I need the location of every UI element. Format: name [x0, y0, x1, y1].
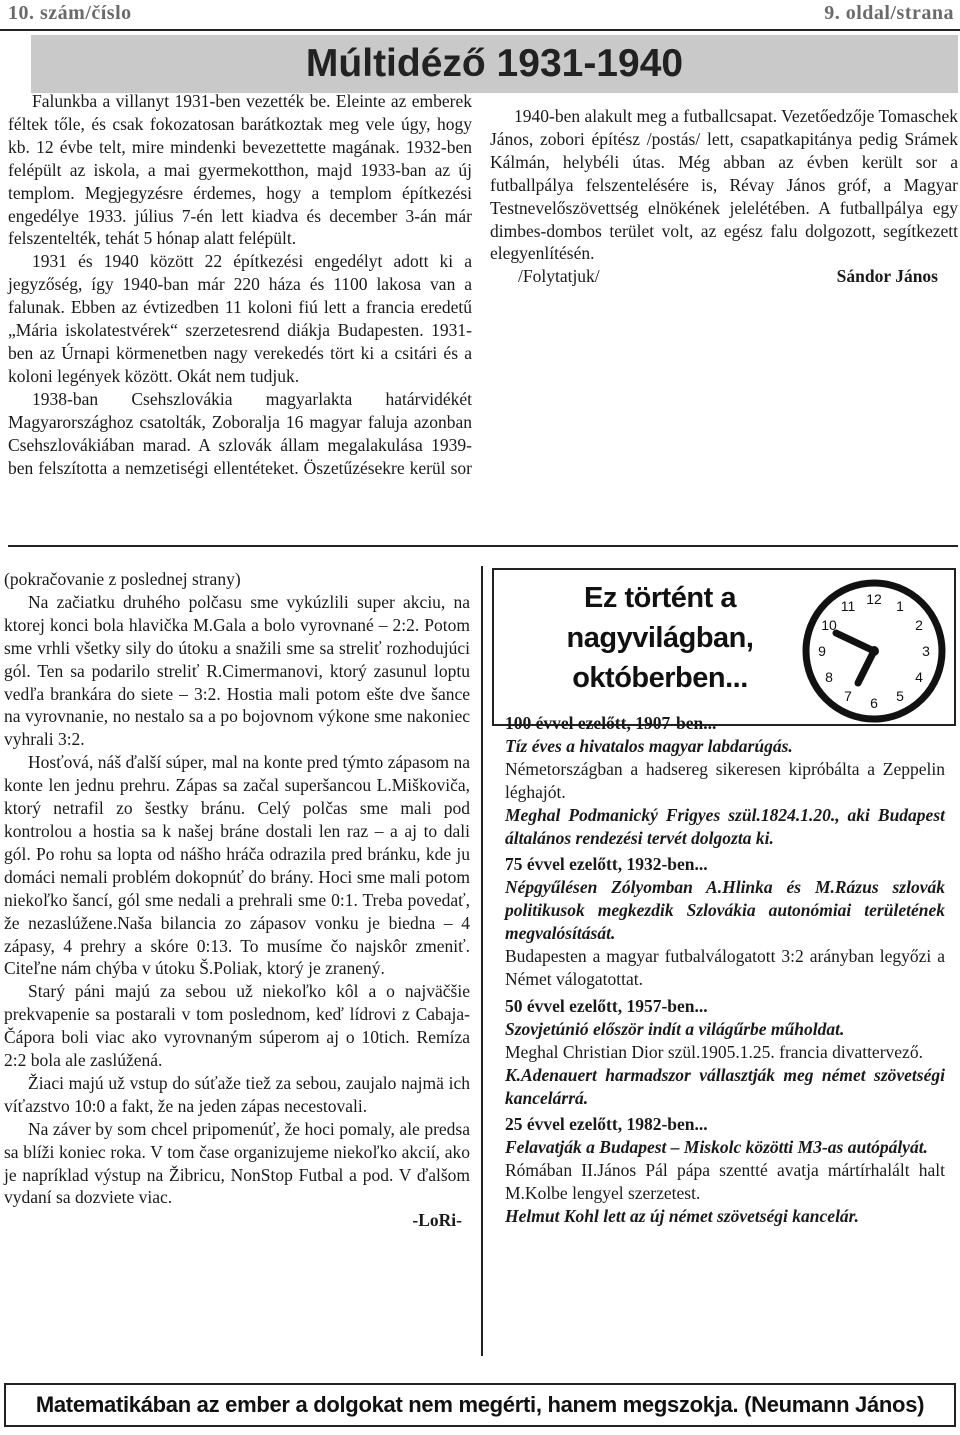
header-divider — [0, 29, 960, 31]
event-item: Rómában II.János Pál pápa szentté avatja mártírhalált halt M.Kolbe lengyel szerzetest. — [505, 1160, 945, 1204]
article-hu-column-2 — [490, 105, 958, 288]
continue-note: /Folytatjuk/ — [518, 266, 600, 287]
article-sk-paragraph-3: Starý páni majú za sebou už niekoľko kôl a o najväčšie prekvapenie sa postarali v tom poslednom, keď lídrovi z Cabaja-Čápora boli viac ako vyrovnaným súperom aj o 10tich. Remíza 2:2 bola ale zaslúžená. — [4, 981, 470, 1071]
event-item: Németországban a hadsereg sikeresen kipróbálta a Zeppelin léghajót. — [505, 758, 945, 802]
article-sk-column — [4, 568, 470, 1232]
article-sk-author: -LoRi- — [412, 1210, 462, 1231]
article-sk-signature-row — [4, 1209, 470, 1232]
event-group-heading: 75 évvel ezelőtt, 1932-ben... — [505, 854, 708, 875]
article-hu-paragraph-4: 1940-ben alakult meg a futballcsapat. Vezetőedzője Tomaschek János, zobori építész /postás/ lett, csapatkapitánya pedig Srámek Kálmán, helybéli útas. Még abban az évben került sor a futballpálya felszentelésére is, Révay János gróf, a Magyar Testnevelőszövettség elnökének jelelétében. A futballpálya egy dimbes-dombos terület volt, az egész falu dolgozott, segítkezett elegyenlítésén. — [490, 106, 958, 264]
clock-number: 11 — [840, 598, 856, 614]
world-events-title: Ez történt a nagyvilágban, októberben... — [566, 582, 754, 694]
clock-number: 9 — [818, 643, 826, 659]
clock-number: 12 — [866, 591, 882, 607]
event-item: Budapesten a magyar futbalválogatott 3:2 arányban legyőzi a Német válogatottat. — [505, 946, 945, 989]
event-group-heading: 100 évvel ezelőtt, 1907-ben... — [505, 713, 717, 733]
page-number: 9. oldal/strana — [824, 2, 954, 24]
article-sk-paragraph-1: Na začiatku druhého polčasu sme vykúzlili super akciu, na ktorej konci bola hlavička M.Gala a bolo vyrovnané – 2:2. Potom sme vrhli všetky sily do útoku a snažili sme sa streliť rozhodujúci gól. Ten sa podarilo streliť R.Cimermanovi, ktorý zasunul loptu vedľa brankára do siete – 3:2. Hostia mali potom ešte dve šance na vyrovnanie, no nestalo sa a po bojovnom výkone sme nakoniec vyhrali 3:2. — [4, 591, 470, 750]
event-item: K.Adenauert harmadszor vállasztják meg német szövetségi kancelárrá. — [505, 1064, 945, 1108]
clock-number: 7 — [844, 688, 852, 704]
article-sk-paragraph-4: Žiaci majú už vstup do súťaže tiež za sebou, zaujalo najmä ich víťazstvo 10:0 a fakt, že na jeden zápas necestovali. — [4, 1072, 470, 1116]
event-item: Szovjetúnió először indít a világűrbe műholdat. — [505, 1018, 845, 1039]
event-item: Helmut Kohl lett az új német szövetségi kancelár. — [505, 1206, 859, 1227]
event-group-heading: 50 évvel ezelőtt, 1957-ben... — [505, 995, 708, 1016]
event-item: Tíz éves a hivatalos magyar labdarúgás. — [505, 735, 793, 756]
article-sk-paragraph-5: Na záver by som chcel pripomenúť, že hoci pomaly, ale predsa sa blíži koniec roka. V tom čase organizujeme niekoľko akcií, ako je napríklad výstup na Žibricu, NonStop Futbal a pod. V ďalšom vydaní sa dozviete viac. — [4, 1118, 470, 1208]
clock-number: 4 — [915, 669, 923, 685]
clock-center — [869, 646, 879, 656]
event-group-heading: 25 évvel ezelőtt, 1982-ben... — [505, 1114, 708, 1135]
section-divider — [8, 545, 958, 547]
event-item: Népgyűlésen Zólyomban A.Hlinka és M.Rázus szlovák politikusok megkezdik Szlovákia autonómiai területének megvalósítását. — [505, 877, 945, 944]
article-hu-author: Sándor János — [836, 266, 938, 287]
world-events-list — [505, 712, 945, 1228]
article-sk-paragraph-2: Hosťová, náš ďalší súper, mal na konte pred týmto zápasom na konte len jednu prehru. Zápas sa začal superšancou L.Miškoviča, ktorý netrafil zo šestky bránu. Celý polčas sme mali pod kontrolou a hostia sa k našej bráne dostali len raz – a aj to dali gól. Po rohu sa lopta od nášho hráča odrazila pred bránku, kde ju domáci nemali problém dokopnúť do brány. Hoci sme mali potom niekoľko šancí, gól sme nedali a prehrali sme 0:1. Treba povedať, že nezaslúžene.Naša bilancia zo zápasov vonku je biedna – 4 zápasy, 4 prehry a skóre 0:13. To musíme čo najskôr zmeniť. Citeľne nám chýba v útoku Š.Poliak, ktorý je zranený. — [4, 752, 470, 979]
footer-quote: Matematikában az ember a dolgokat nem megérti, hanem megszokja. (Neumann János) — [35, 1392, 925, 1417]
article-hu-paragraph-3: 1938-ban Csehszlovákia magyarlakta határvidékét Magyarországhoz csatolták, Zoboralja 16 magyar faluja azonban Csehszlovákiában marad. A szlovák állam megalakulása 1939-ben felszította a nemzetiségi ellentéteket. Öszetűzésekre kerül sor — [8, 388, 472, 478]
title-banner — [31, 35, 958, 93]
clock-number: 1 — [896, 598, 904, 614]
article-hu-paragraph-1: Falunkba a villanyt 1931-ben vezették be. Eleinte az emberek féltek tőle, és csak fokozatosan barátkoztak meg vele úgy, hogy kb. 12 évbe telt, mire mindenki bevezettette magának. 1932-ben felépült az iskola, a mai gyermekotthon, majd 1933-ban az új templom. Megjegyzésre érdemes, hogy a templom építkezési engedélye 1933. július 7-én lett kiadva és december 3-án már felszentelték, tehát 5 hónap alatt felépült. — [8, 91, 472, 249]
article-hu-paragraph-2: 1931 és 1940 között 22 építkezési engedélyt adott ki a jegyzőség, így 1940-ban már 220 háza és 1100 lakosa van a falunak. Ebben az évtizedben 11 koloni fiú lett a francia eredetű „Mária iskolatestvérek“ szerzetesrend diákja Budapesten. 1931-ben az Úrnapi körmenetben nagy verekedés tört ki a csitári és a koloni legények között. Okát nem tudjuk. — [8, 251, 472, 386]
clock-number: 3 — [922, 643, 930, 659]
page-title: Múltidéző 1931-1940 — [305, 42, 684, 85]
issue-number: 10. szám/číslo — [8, 2, 132, 24]
wall-clock-icon — [800, 577, 948, 725]
article-hu-signature-row — [490, 265, 958, 288]
event-item: Felavatják a Budapest – Miskolc közötti M3-as autópályát. — [505, 1137, 928, 1158]
clock-number: 6 — [870, 695, 878, 711]
clock-number: 5 — [896, 688, 904, 704]
event-item: Meghal Christian Dior szül.1905.1.25. francia divattervező. — [505, 1041, 923, 1062]
clock-number: 2 — [915, 617, 923, 633]
column-divider — [481, 566, 483, 1356]
footer-quote-box — [4, 1383, 956, 1427]
event-item: Meghal Podmanický Frigyes szül.1824.1.20., aki Budapest általános rendezési tervét dolgozta ki. — [505, 804, 945, 848]
clock-number: 10 — [821, 617, 837, 633]
article-sk-intro: (pokračovanie z poslednej strany) — [4, 569, 241, 589]
clock-number: 8 — [825, 669, 833, 685]
article-hu-column-1 — [8, 90, 472, 478]
